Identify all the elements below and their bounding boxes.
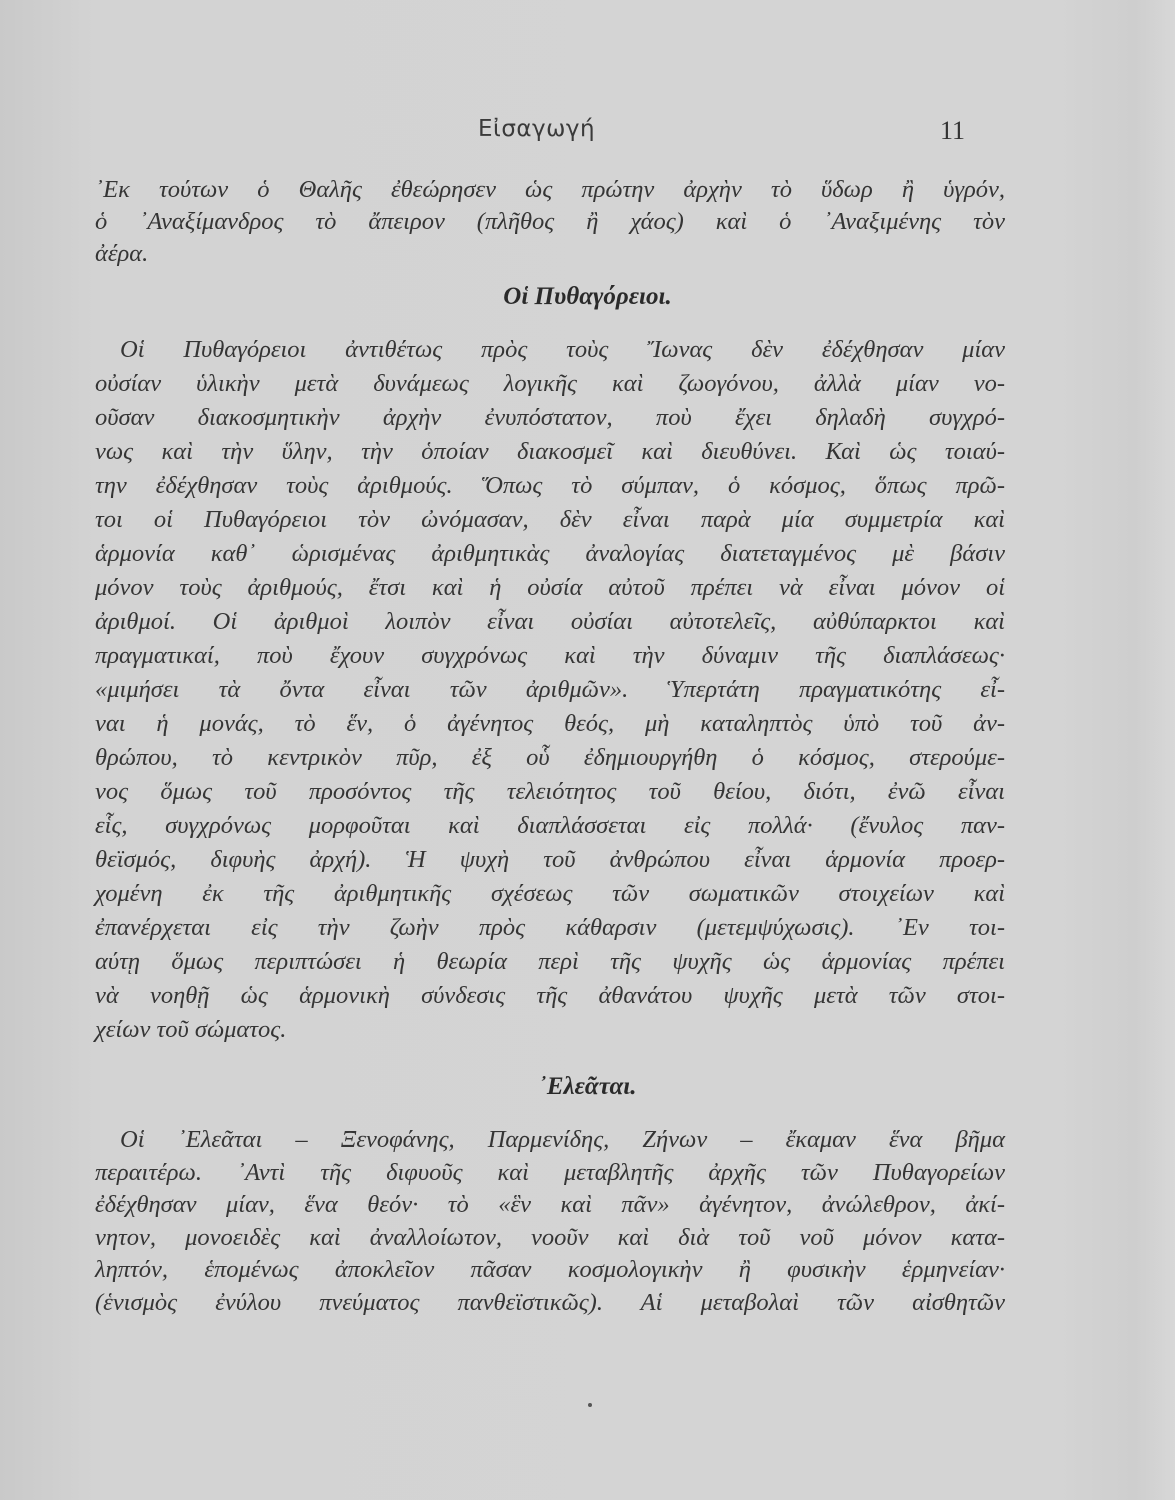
- text-line: ὁ ᾿Αναξίμανδρος τὸ ἄπειρον (πλῆθος ἢ χάος) καὶ ὁ ᾿Αναξιμένης τὸν: [95, 208, 1005, 235]
- text-line: ἀέρα.: [95, 240, 149, 267]
- text-line: οῦσαν διακοσμητικὴν ἀρχὴν ἐνυπόστατον, ποὺ ἔχει δηλαδὴ συγχρό-: [95, 404, 1005, 431]
- section-heading: Οἱ Πυθαγόρειοι.: [503, 283, 672, 310]
- text-line: χομένη ἐκ τῆς ἀριθμητικῆς σχέσεως τῶν σωματικῶν στοιχείων καὶ: [95, 880, 1005, 907]
- page-edge-shading: [1135, 0, 1175, 1500]
- text-line: Οἱ Πυθαγόρειοι ἀντιθέτως πρὸς τοὺς Ἴωνας δὲν ἐδέχθησαν μίαν: [120, 336, 1005, 363]
- text-line: περαιτέρω. ᾿Αντὶ τῆς διφυοῦς καὶ μεταβλητῆς ἀρχῆς τῶν Πυθαγορείων: [95, 1158, 1005, 1186]
- text-line: νὰ νοηθῇ ὡς ἁρμονικὴ σύνδεσις τῆς ἀθανάτου ψυχῆς μετὰ τῶν στοι-: [95, 982, 1005, 1009]
- text-line: αύτῃ ὅμως περιπτώσει ἡ θεωρία περὶ τῆς ψυχῆς ὡς ἁρμονίας πρέπει: [95, 948, 1005, 975]
- text-line: «μιμήσει τὰ ὄντα εἶναι τῶν ἀριθμῶν». Ὑπερτάτη πραγματικότης εἶ-: [95, 676, 1005, 703]
- text-line: νως καὶ τὴν ὕλην, τὴν ὁποίαν διακοσμεῖ καὶ διευθύνει. Καὶ ὡς τοιαύ-: [95, 438, 1005, 465]
- text-line: (ἑνισμὸς ἐνύλου πνεύματος πανθεϊστικῶς). Αἱ μεταβολαὶ τῶν αἰσθητῶν: [95, 1288, 1005, 1316]
- page-number: 11: [940, 116, 966, 145]
- running-title: Εἰσαγωγή: [478, 116, 596, 142]
- text-line: τοι οἱ Πυθαγόρειοι τὸν ὠνόμασαν, δὲν εἶναι παρὰ μία συμμετρία καὶ: [95, 506, 1005, 533]
- text-line: ἐδέχθησαν μίαν, ἕνα θεόν· τὸ «ἓν καὶ πᾶν» ἀγένητον, ἀνώλεθρον, ἀκί-: [95, 1191, 1005, 1218]
- section-heading: ᾿Ελεᾶται.: [538, 1073, 637, 1100]
- text-line: ἐπανέρχεται εἰς τὴν ζωὴν πρὸς κάθαρσιν (μετεμψύχωσις). ᾿Εν τοι-: [95, 914, 1005, 941]
- text-line: την ἐδέχθησαν τοὺς ἀριθμούς. Ὅπως τὸ σύμπαν, ὁ κόσμος, ὅπως πρῶ-: [95, 472, 1005, 499]
- text-line: χείων τοῦ σώματος.: [95, 1016, 287, 1043]
- text-line: ᾿Εκ τούτων ὁ Θαλῆς ἐθεώρησεν ὡς πρώτην ἀρχὴν τὸ ὕδωρ ἢ ὑγρόν,: [95, 176, 1005, 203]
- text-line: Οἱ ᾿Ελεᾶται – Ξενοφάνης, Παρμενίδης, Ζήνων – ἔκαμαν ἕνα βῆμα: [120, 1126, 1005, 1153]
- text-line: εἷς, συγχρόνως μορφοῦται καὶ διαπλάσσεται εἰς πολλά· (ἔνυλος παν-: [95, 812, 1005, 839]
- paper-speck: [588, 1403, 592, 1407]
- text-line: ἀριθμοί. Οἱ ἀριθμοὶ λοιπὸν εἶναι οὐσίαι αὐτοτελεῖς, αὐθύπαρκτοι καὶ: [95, 608, 1005, 635]
- text-line: θρώπου, τὸ κεντρικὸν πῦρ, ἐξ οὗ ἐδημιουργήθη ὁ κόσμος, στερούμε-: [95, 744, 1005, 771]
- text-line: νος ὅμως τοῦ προσόντος τῆς τελειότητος τοῦ θείου, διότι, ἐνῶ εἶναι: [95, 778, 1005, 805]
- text-line: ληπτόν, ἑπομένως ἀποκλεῖον πᾶσαν κοσμολογικὴν ἢ φυσικὴν ἑρμηνείαν·: [95, 1256, 1005, 1283]
- text-line: ναι ἡ μονάς, τὸ ἕν, ὁ ἀγένητος θεός, μὴ καταληπτὸς ὑπὸ τοῦ ἀν-: [95, 710, 1005, 737]
- text-line: θεϊσμός, διφυὴς ἀρχή). Ἡ ψυχὴ τοῦ ἀνθρώπου εἶναι ἁρμονία προερ-: [95, 846, 1005, 873]
- text-line: οὐσίαν ὑλικὴν μετὰ δυνάμεως λογικῆς καὶ ζωογόνου, ἀλλὰ μίαν νο-: [95, 370, 1005, 397]
- text-line: πραγματικαί, ποὺ ἔχουν συγχρόνως καὶ τὴν δύναμιν τῆς διαπλάσεως·: [95, 642, 1005, 669]
- text-line: νητον, μονοειδὲς καὶ ἀναλλοίωτον, νοοῦν καὶ διὰ τοῦ νοῦ μόνον κατα-: [95, 1223, 1005, 1251]
- text-line: μόνον τοὺς ἀριθμούς, ἔτσι καὶ ἡ οὐσία αὐτοῦ πρέπει νὰ εἶναι μόνον οἱ: [95, 574, 1005, 601]
- text-line: ἁρμονία καθ᾿ ὡρισμένας ἀριθμητικὰς ἀναλογίας διατεταγμένος μὲ βάσιν: [95, 540, 1005, 567]
